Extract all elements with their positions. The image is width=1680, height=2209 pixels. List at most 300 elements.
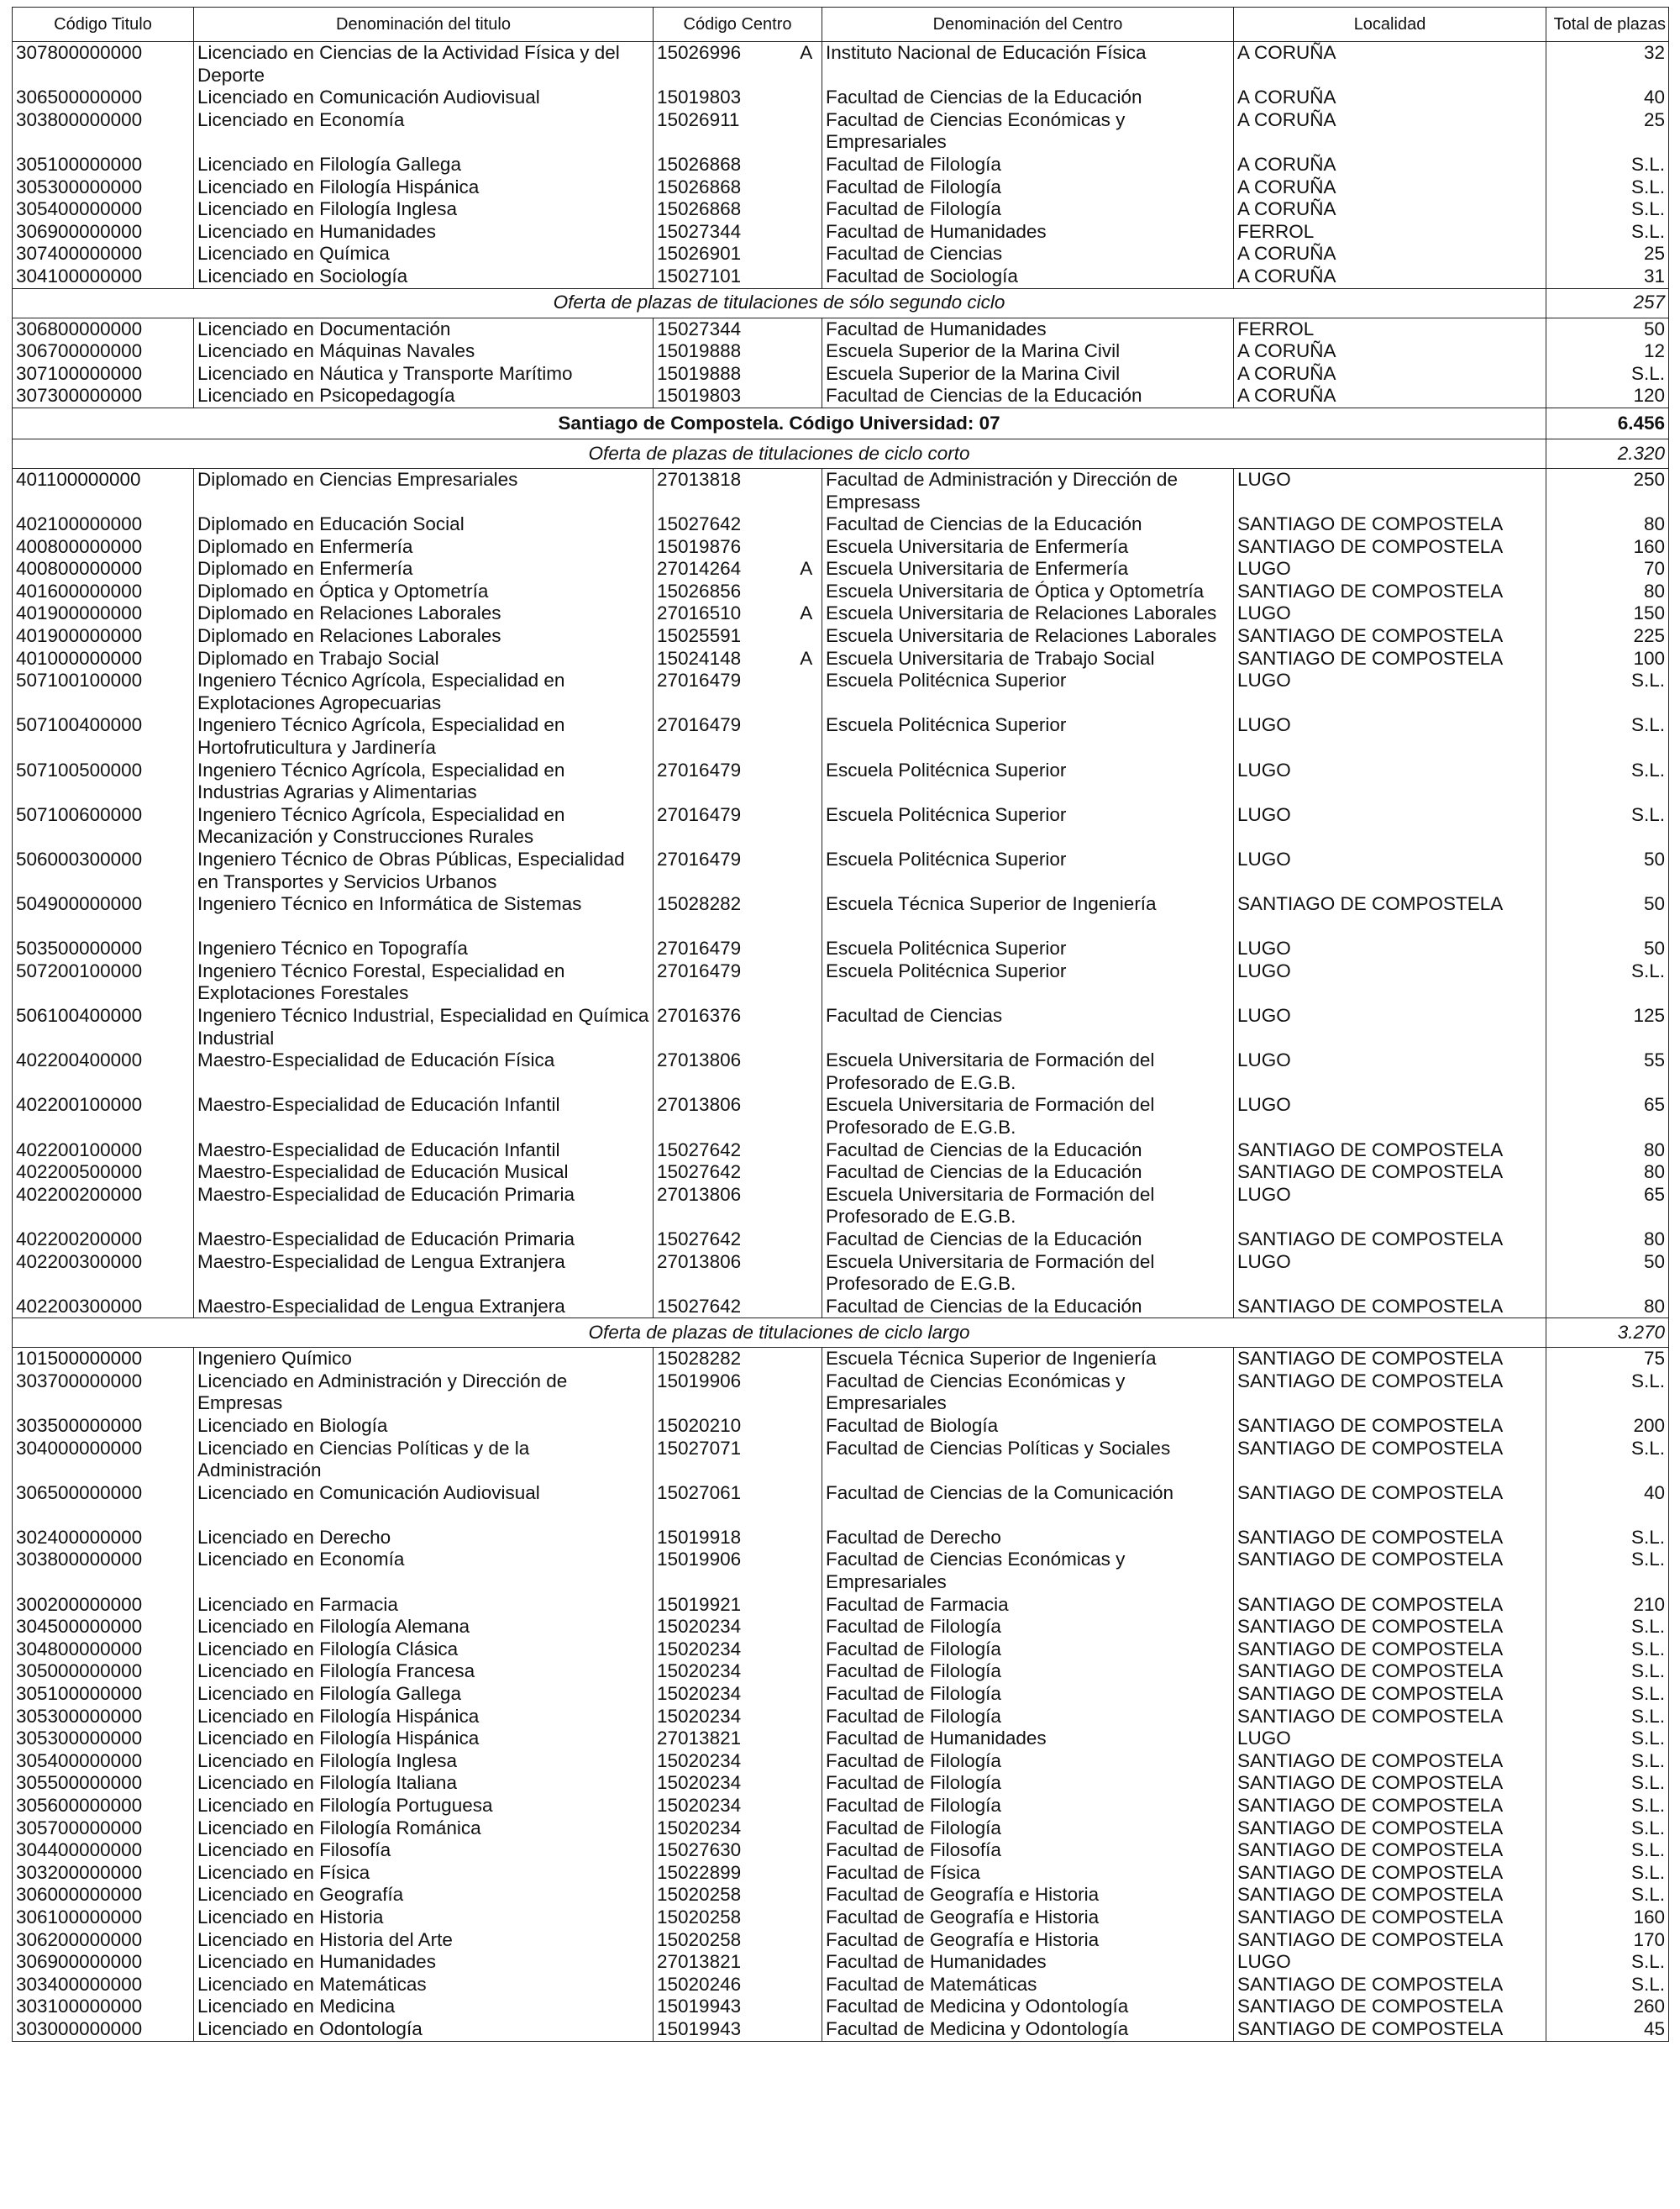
codigo-titulo-cell: 507100600000 bbox=[13, 804, 194, 849]
total-plazas-cell: 65 bbox=[1546, 1094, 1669, 1139]
denominacion-titulo-cell: Licenciado en Humanidades bbox=[194, 221, 654, 244]
codigo-titulo-cell: 305300000000 bbox=[13, 1728, 194, 1750]
codigo-titulo-cell: 401100000000 bbox=[13, 468, 194, 513]
table-row bbox=[13, 221, 1669, 244]
codigo-titulo-cell: 305600000000 bbox=[13, 1795, 194, 1817]
denominacion-titulo-cell: Licenciado en Humanidades bbox=[194, 1951, 654, 1974]
table-row bbox=[13, 318, 1669, 340]
total-plazas-cell: 250 bbox=[1546, 468, 1669, 513]
total-plazas-cell: S.L. bbox=[1546, 1728, 1669, 1750]
localidad-cell: SANTIAGO DE COMPOSTELA bbox=[1234, 1772, 1546, 1795]
centro-adscrito-flag bbox=[791, 1683, 822, 1706]
localidad-cell: SANTIAGO DE COMPOSTELA bbox=[1234, 625, 1546, 648]
localidad-cell: SANTIAGO DE COMPOSTELA bbox=[1234, 1839, 1546, 1862]
localidad-cell: LUGO bbox=[1234, 938, 1546, 960]
denominacion-titulo-cell: Licenciado en Filología Hispánica bbox=[194, 176, 654, 199]
codigo-titulo-cell: 101500000000 bbox=[13, 1348, 194, 1370]
codigo-titulo-cell: 303200000000 bbox=[13, 1862, 194, 1885]
codigo-centro-cell: 15020234 bbox=[654, 1638, 791, 1661]
codigo-titulo-cell: 401600000000 bbox=[13, 581, 194, 603]
codigo-centro-cell: 15027642 bbox=[654, 1228, 791, 1251]
denominacion-centro-cell: Escuela Politécnica Superior bbox=[822, 849, 1234, 893]
denominacion-titulo-cell: Licenciado en Filología Alemana bbox=[194, 1616, 654, 1638]
codigo-centro-cell: 15019906 bbox=[654, 1370, 791, 1415]
localidad-cell: A CORUÑA bbox=[1234, 176, 1546, 199]
denominacion-titulo-cell: Licenciado en Psicopedagogía bbox=[194, 385, 654, 408]
centro-adscrito-flag: A bbox=[791, 42, 822, 87]
denominacion-centro-cell: Facultad de Humanidades bbox=[822, 1951, 1234, 1974]
denominacion-centro-cell: Facultad de Filología bbox=[822, 1795, 1234, 1817]
denominacion-titulo-cell: Licenciado en Filosofía bbox=[194, 1839, 654, 1862]
table-row bbox=[13, 1839, 1669, 1862]
localidad-cell: LUGO bbox=[1234, 670, 1546, 714]
denominacion-titulo-cell: Ingeniero Técnico Forestal, Especialidad en Explotaciones Forestales bbox=[194, 960, 654, 1005]
codigo-centro-cell: 15027630 bbox=[654, 1839, 791, 1862]
centro-adscrito-flag bbox=[791, 1139, 822, 1162]
total-plazas-cell: S.L. bbox=[1546, 221, 1669, 244]
denominacion-titulo-cell: Licenciado en Filología Italiana bbox=[194, 1772, 654, 1795]
table-row bbox=[13, 1139, 1669, 1162]
denominacion-centro-cell: Facultad de Ciencias Económicas y Empresariales bbox=[822, 1549, 1234, 1593]
localidad-cell: SANTIAGO DE COMPOSTELA bbox=[1234, 513, 1546, 536]
denominacion-centro-cell: Facultad de Ciencias bbox=[822, 1005, 1234, 1049]
centro-adscrito-flag bbox=[791, 893, 822, 938]
table-row bbox=[13, 648, 1669, 671]
centro-adscrito-flag bbox=[791, 1929, 822, 1952]
table-row bbox=[13, 670, 1669, 714]
centro-adscrito-flag bbox=[791, 625, 822, 648]
total-plazas-cell: S.L. bbox=[1546, 1839, 1669, 1862]
total-plazas-cell: 100 bbox=[1546, 648, 1669, 671]
table-row bbox=[13, 1049, 1669, 1094]
centro-adscrito-flag bbox=[791, 1370, 822, 1415]
codigo-centro-cell: 15026856 bbox=[654, 581, 791, 603]
denominacion-centro-cell: Facultad de Filología bbox=[822, 1772, 1234, 1795]
total-plazas-cell: 80 bbox=[1546, 1296, 1669, 1318]
table-row bbox=[13, 468, 1669, 513]
denominacion-titulo-cell: Licenciado en Filología Gallega bbox=[194, 154, 654, 176]
centro-adscrito-flag bbox=[791, 581, 822, 603]
section-label: Oferta de plazas de titulaciones de sólo segundo ciclo bbox=[13, 288, 1546, 318]
codigo-centro-cell: 15019876 bbox=[654, 536, 791, 559]
centro-adscrito-flag bbox=[791, 1750, 822, 1773]
total-plazas-cell: 45 bbox=[1546, 2018, 1669, 2041]
total-plazas-cell: 70 bbox=[1546, 558, 1669, 581]
localidad-cell: SANTIAGO DE COMPOSTELA bbox=[1234, 1228, 1546, 1251]
denominacion-centro-cell: Facultad de Filología bbox=[822, 154, 1234, 176]
codigo-titulo-cell: 506100400000 bbox=[13, 1005, 194, 1049]
localidad-cell: SANTIAGO DE COMPOSTELA bbox=[1234, 1974, 1546, 1996]
codigo-centro-cell: 15022899 bbox=[654, 1862, 791, 1885]
table-row bbox=[13, 42, 1669, 87]
denominacion-titulo-cell: Licenciado en Historia del Arte bbox=[194, 1929, 654, 1952]
codigo-centro-cell: 27016510 bbox=[654, 602, 791, 625]
denominacion-centro-cell: Facultad de Ciencias de la Comunicación bbox=[822, 1482, 1234, 1527]
total-plazas-cell: S.L. bbox=[1546, 714, 1669, 759]
denominacion-titulo-cell: Licenciado en Máquinas Navales bbox=[194, 340, 654, 363]
table-body bbox=[13, 42, 1669, 2042]
codigo-centro-cell: 27013818 bbox=[654, 468, 791, 513]
denominacion-centro-cell: Facultad de Filología bbox=[822, 1638, 1234, 1661]
total-plazas-cell: 12 bbox=[1546, 340, 1669, 363]
university-header-row bbox=[13, 408, 1669, 439]
centro-adscrito-flag bbox=[791, 1549, 822, 1593]
localidad-cell: A CORUÑA bbox=[1234, 154, 1546, 176]
denominacion-titulo-cell: Licenciado en Comunicación Audiovisual bbox=[194, 1482, 654, 1527]
centro-adscrito-flag: A bbox=[791, 558, 822, 581]
codigo-titulo-cell: 402200100000 bbox=[13, 1139, 194, 1162]
table-row bbox=[13, 760, 1669, 804]
codigo-titulo-cell: 305000000000 bbox=[13, 1660, 194, 1683]
denominacion-titulo-cell: Licenciado en Ciencias de la Actividad Física y del Deporte bbox=[194, 42, 654, 87]
codigo-centro-cell: 15026901 bbox=[654, 243, 791, 266]
centro-adscrito-flag bbox=[791, 1616, 822, 1638]
codigo-centro-cell: 15027344 bbox=[654, 221, 791, 244]
codigo-centro-cell: 15026868 bbox=[654, 176, 791, 199]
denominacion-centro-cell: Facultad de Filología bbox=[822, 198, 1234, 221]
table-row bbox=[13, 1161, 1669, 1184]
centro-adscrito-flag bbox=[791, 536, 822, 559]
codigo-titulo-cell: 303400000000 bbox=[13, 1974, 194, 1996]
denominacion-centro-cell: Facultad de Ciencias de la Educación bbox=[822, 1296, 1234, 1318]
denominacion-centro-cell: Facultad de Medicina y Odontología bbox=[822, 2018, 1234, 2041]
localidad-cell: SANTIAGO DE COMPOSTELA bbox=[1234, 1139, 1546, 1162]
denominacion-titulo-cell: Licenciado en Filología Francesa bbox=[194, 1660, 654, 1683]
localidad-cell: SANTIAGO DE COMPOSTELA bbox=[1234, 1527, 1546, 1549]
centro-adscrito-flag bbox=[791, 804, 822, 849]
codigo-titulo-cell: 303800000000 bbox=[13, 109, 194, 154]
codigo-titulo-cell: 306000000000 bbox=[13, 1884, 194, 1907]
table-row bbox=[13, 1683, 1669, 1706]
denominacion-centro-cell: Escuela Politécnica Superior bbox=[822, 804, 1234, 849]
centro-adscrito-flag: A bbox=[791, 648, 822, 671]
centro-adscrito-flag: A bbox=[791, 602, 822, 625]
codigo-centro-cell: 15020246 bbox=[654, 1974, 791, 1996]
codigo-centro-cell: 15019888 bbox=[654, 340, 791, 363]
denominacion-centro-cell: Escuela Politécnica Superior bbox=[822, 714, 1234, 759]
denominacion-titulo-cell: Licenciado en Filología Románica bbox=[194, 1817, 654, 1840]
codigo-centro-cell: 15019943 bbox=[654, 2018, 791, 2041]
codigo-titulo-cell: 306900000000 bbox=[13, 1951, 194, 1974]
denominacion-centro-cell: Facultad de Física bbox=[822, 1862, 1234, 1885]
total-plazas-cell: S.L. bbox=[1546, 1862, 1669, 1885]
total-plazas-cell: 160 bbox=[1546, 536, 1669, 559]
total-plazas-cell: S.L. bbox=[1546, 1772, 1669, 1795]
denominacion-titulo-cell: Maestro-Especialidad de Educación Infantil bbox=[194, 1139, 654, 1162]
section-total: 3.270 bbox=[1546, 1318, 1669, 1348]
codigo-titulo-cell: 305300000000 bbox=[13, 176, 194, 199]
denominacion-centro-cell: Facultad de Filología bbox=[822, 176, 1234, 199]
codigo-titulo-cell: 402200300000 bbox=[13, 1296, 194, 1318]
table-row bbox=[13, 1482, 1669, 1527]
localidad-cell: SANTIAGO DE COMPOSTELA bbox=[1234, 1795, 1546, 1817]
centro-adscrito-flag bbox=[791, 87, 822, 109]
denominacion-centro-cell: Facultad de Ciencias Económicas y Empresariales bbox=[822, 1370, 1234, 1415]
localidad-cell: A CORUÑA bbox=[1234, 87, 1546, 109]
denominacion-centro-cell: Facultad de Geografía e Historia bbox=[822, 1907, 1234, 1929]
codigo-centro-cell: 15025591 bbox=[654, 625, 791, 648]
codigo-centro-cell: 15020258 bbox=[654, 1884, 791, 1907]
total-plazas-cell: 32 bbox=[1546, 42, 1669, 87]
total-plazas-cell: 260 bbox=[1546, 1996, 1669, 2018]
centro-adscrito-flag bbox=[791, 1996, 822, 2018]
section-total: 257 bbox=[1546, 288, 1669, 318]
table-row bbox=[13, 363, 1669, 386]
table-row bbox=[13, 266, 1669, 288]
table-row bbox=[13, 1996, 1669, 2018]
localidad-cell: A CORUÑA bbox=[1234, 340, 1546, 363]
denominacion-centro-cell: Facultad de Ciencias de la Educación bbox=[822, 513, 1234, 536]
denominacion-centro-cell: Escuela Superior de la Marina Civil bbox=[822, 340, 1234, 363]
centro-adscrito-flag bbox=[791, 1296, 822, 1318]
centro-adscrito-flag bbox=[791, 1415, 822, 1438]
centro-adscrito-flag bbox=[791, 714, 822, 759]
centro-adscrito-flag bbox=[791, 1251, 822, 1296]
table-row bbox=[13, 1750, 1669, 1773]
localidad-cell: SANTIAGO DE COMPOSTELA bbox=[1234, 1907, 1546, 1929]
centro-adscrito-flag bbox=[791, 1817, 822, 1840]
centro-adscrito-flag bbox=[791, 1660, 822, 1683]
table-row bbox=[13, 714, 1669, 759]
localidad-cell: SANTIAGO DE COMPOSTELA bbox=[1234, 1884, 1546, 1907]
total-plazas-cell: S.L. bbox=[1546, 198, 1669, 221]
codigo-titulo-cell: 507200100000 bbox=[13, 960, 194, 1005]
denominacion-titulo-cell: Ingeniero Técnico Agrícola, Especialidad en Hortofruticultura y Jardinería bbox=[194, 714, 654, 759]
localidad-cell: SANTIAGO DE COMPOSTELA bbox=[1234, 1415, 1546, 1438]
table-row bbox=[13, 1438, 1669, 1482]
centro-adscrito-flag bbox=[791, 109, 822, 154]
table-row bbox=[13, 1728, 1669, 1750]
denominacion-titulo-cell: Licenciado en Farmacia bbox=[194, 1594, 654, 1617]
codigo-centro-cell: 27016479 bbox=[654, 938, 791, 960]
total-plazas-cell: S.L. bbox=[1546, 1974, 1669, 1996]
total-plazas-cell: 225 bbox=[1546, 625, 1669, 648]
denominacion-centro-cell: Facultad de Filología bbox=[822, 1616, 1234, 1638]
denominacion-titulo-cell: Ingeniero Técnico de Obras Públicas, Especialidad en Transportes y Servicios Urbanos bbox=[194, 849, 654, 893]
denominacion-titulo-cell: Licenciado en Historia bbox=[194, 1907, 654, 1929]
denominacion-titulo-cell: Licenciado en Filología Portuguesa bbox=[194, 1795, 654, 1817]
codigo-titulo-cell: 305100000000 bbox=[13, 1683, 194, 1706]
codigo-titulo-cell: 402200200000 bbox=[13, 1184, 194, 1228]
centro-adscrito-flag bbox=[791, 1527, 822, 1549]
denominacion-titulo-cell: Licenciado en Filología Inglesa bbox=[194, 1750, 654, 1773]
total-plazas-cell: S.L. bbox=[1546, 1527, 1669, 1549]
centro-adscrito-flag bbox=[791, 1772, 822, 1795]
codigo-centro-cell: 27014264 bbox=[654, 558, 791, 581]
denominacion-centro-cell: Facultad de Humanidades bbox=[822, 1728, 1234, 1750]
codigo-centro-cell: 27016479 bbox=[654, 714, 791, 759]
centro-adscrito-flag bbox=[791, 1839, 822, 1862]
denominacion-centro-cell: Escuela Politécnica Superior bbox=[822, 938, 1234, 960]
codigo-centro-cell: 15027642 bbox=[654, 1296, 791, 1318]
codigo-titulo-cell: 307300000000 bbox=[13, 385, 194, 408]
codigo-centro-cell: 15019918 bbox=[654, 1527, 791, 1549]
denominacion-titulo-cell: Diplomado en Enfermería bbox=[194, 558, 654, 581]
denominacion-titulo-cell: Ingeniero Técnico en Informática de Sistemas bbox=[194, 893, 654, 938]
table-row bbox=[13, 893, 1669, 938]
table-row bbox=[13, 87, 1669, 109]
denominacion-centro-cell: Facultad de Geografía e Historia bbox=[822, 1929, 1234, 1952]
centro-adscrito-flag bbox=[791, 1728, 822, 1750]
codigo-titulo-cell: 306500000000 bbox=[13, 1482, 194, 1527]
denominacion-titulo-cell: Maestro-Especialidad de Lengua Extranjera bbox=[194, 1251, 654, 1296]
denominacion-centro-cell: Escuela Universitaria de Formación del Profesorado de E.G.B. bbox=[822, 1184, 1234, 1228]
denominacion-titulo-cell: Diplomado en Enfermería bbox=[194, 536, 654, 559]
denominacion-centro-cell: Escuela Universitaria de Relaciones Laborales bbox=[822, 602, 1234, 625]
codigo-centro-cell: 15020234 bbox=[654, 1795, 791, 1817]
total-plazas-cell: 25 bbox=[1546, 243, 1669, 266]
denominacion-centro-cell: Facultad de Ciencias Políticas y Sociales bbox=[822, 1438, 1234, 1482]
centro-adscrito-flag bbox=[791, 318, 822, 340]
plazas-table bbox=[12, 7, 1669, 2042]
centro-adscrito-flag bbox=[791, 468, 822, 513]
codigo-titulo-cell: 305400000000 bbox=[13, 198, 194, 221]
codigo-titulo-cell: 303500000000 bbox=[13, 1415, 194, 1438]
codigo-titulo-cell: 304100000000 bbox=[13, 266, 194, 288]
table-row bbox=[13, 1228, 1669, 1251]
denominacion-centro-cell: Escuela Universitaria de Enfermería bbox=[822, 536, 1234, 559]
localidad-cell: SANTIAGO DE COMPOSTELA bbox=[1234, 1683, 1546, 1706]
localidad-cell: SANTIAGO DE COMPOSTELA bbox=[1234, 536, 1546, 559]
table-row bbox=[13, 1817, 1669, 1840]
denominacion-titulo-cell: Licenciado en Odontología bbox=[194, 2018, 654, 2041]
codigo-titulo-cell: 303800000000 bbox=[13, 1549, 194, 1593]
total-plazas-cell: 200 bbox=[1546, 1415, 1669, 1438]
denominacion-centro-cell: Facultad de Biología bbox=[822, 1415, 1234, 1438]
codigo-centro-cell: 15020258 bbox=[654, 1929, 791, 1952]
centro-adscrito-flag bbox=[791, 266, 822, 288]
localidad-cell: SANTIAGO DE COMPOSTELA bbox=[1234, 1549, 1546, 1593]
total-plazas-cell: 50 bbox=[1546, 938, 1669, 960]
denominacion-titulo-cell: Licenciado en Filología Clásica bbox=[194, 1638, 654, 1661]
centro-adscrito-flag bbox=[791, 1884, 822, 1907]
centro-adscrito-flag bbox=[791, 1049, 822, 1094]
localidad-cell: A CORUÑA bbox=[1234, 42, 1546, 87]
codigo-titulo-cell: 507100500000 bbox=[13, 760, 194, 804]
localidad-cell: FERROL bbox=[1234, 318, 1546, 340]
localidad-cell: LUGO bbox=[1234, 760, 1546, 804]
denominacion-titulo-cell: Licenciado en Química bbox=[194, 243, 654, 266]
denominacion-centro-cell: Facultad de Ciencias de la Educación bbox=[822, 87, 1234, 109]
denominacion-centro-cell: Facultad de Filología bbox=[822, 1706, 1234, 1728]
centro-adscrito-flag bbox=[791, 1638, 822, 1661]
localidad-cell: SANTIAGO DE COMPOSTELA bbox=[1234, 1862, 1546, 1885]
codigo-centro-cell: 15020234 bbox=[654, 1817, 791, 1840]
localidad-cell: FERROL bbox=[1234, 221, 1546, 244]
denominacion-titulo-cell: Licenciado en Filología Hispánica bbox=[194, 1706, 654, 1728]
codigo-titulo-cell: 402100000000 bbox=[13, 513, 194, 536]
codigo-centro-cell: 15019906 bbox=[654, 1549, 791, 1593]
denominacion-centro-cell: Facultad de Filología bbox=[822, 1683, 1234, 1706]
codigo-centro-cell: 27016479 bbox=[654, 849, 791, 893]
codigo-centro-cell: 15019803 bbox=[654, 385, 791, 408]
centro-adscrito-flag bbox=[791, 243, 822, 266]
denominacion-titulo-cell: Maestro-Especialidad de Educación Primaria bbox=[194, 1228, 654, 1251]
localidad-cell: LUGO bbox=[1234, 1049, 1546, 1094]
codigo-centro-cell: 15020234 bbox=[654, 1660, 791, 1683]
localidad-cell: SANTIAGO DE COMPOSTELA bbox=[1234, 1817, 1546, 1840]
localidad-cell: LUGO bbox=[1234, 468, 1546, 513]
section-subtotal-row bbox=[13, 1318, 1669, 1348]
table-row bbox=[13, 1772, 1669, 1795]
denominacion-titulo-cell: Diplomado en Relaciones Laborales bbox=[194, 625, 654, 648]
localidad-cell: LUGO bbox=[1234, 1251, 1546, 1296]
codigo-titulo-cell: 402200400000 bbox=[13, 1049, 194, 1094]
denominacion-centro-cell: Facultad de Sociología bbox=[822, 266, 1234, 288]
denominacion-titulo-cell: Licenciado en Biología bbox=[194, 1415, 654, 1438]
centro-adscrito-flag bbox=[791, 670, 822, 714]
codigo-titulo-cell: 306200000000 bbox=[13, 1929, 194, 1952]
codigo-centro-cell: 15020234 bbox=[654, 1772, 791, 1795]
centro-adscrito-flag bbox=[791, 513, 822, 536]
denominacion-titulo-cell: Licenciado en Filología Inglesa bbox=[194, 198, 654, 221]
codigo-centro-cell: 27016376 bbox=[654, 1005, 791, 1049]
centro-adscrito-flag bbox=[791, 198, 822, 221]
table-row bbox=[13, 1638, 1669, 1661]
total-plazas-cell: 50 bbox=[1546, 893, 1669, 938]
codigo-titulo-cell: 300200000000 bbox=[13, 1594, 194, 1617]
codigo-titulo-cell: 307400000000 bbox=[13, 243, 194, 266]
total-plazas-cell: S.L. bbox=[1546, 1795, 1669, 1817]
total-plazas-cell: 80 bbox=[1546, 513, 1669, 536]
codigo-titulo-cell: 401900000000 bbox=[13, 625, 194, 648]
table-row bbox=[13, 1660, 1669, 1683]
localidad-cell: A CORUÑA bbox=[1234, 363, 1546, 386]
codigo-centro-cell: 27016479 bbox=[654, 960, 791, 1005]
table-row bbox=[13, 558, 1669, 581]
section-total: 2.320 bbox=[1546, 439, 1669, 468]
localidad-cell: SANTIAGO DE COMPOSTELA bbox=[1234, 2018, 1546, 2041]
total-plazas-cell: S.L. bbox=[1546, 1817, 1669, 1840]
table-row bbox=[13, 1296, 1669, 1318]
codigo-titulo-cell: 402200500000 bbox=[13, 1161, 194, 1184]
table-row bbox=[13, 1094, 1669, 1139]
codigo-titulo-cell: 303700000000 bbox=[13, 1370, 194, 1415]
section-label: Oferta de plazas de titulaciones de ciclo largo bbox=[13, 1318, 1546, 1348]
codigo-centro-cell: 15020258 bbox=[654, 1907, 791, 1929]
denominacion-titulo-cell: Licenciado en Filología Hispánica bbox=[194, 1728, 654, 1750]
total-plazas-cell: 65 bbox=[1546, 1184, 1669, 1228]
denominacion-titulo-cell: Ingeniero Químico bbox=[194, 1348, 654, 1370]
denominacion-centro-cell: Facultad de Derecho bbox=[822, 1527, 1234, 1549]
codigo-centro-cell: 15019803 bbox=[654, 87, 791, 109]
centro-adscrito-flag bbox=[791, 340, 822, 363]
table-row bbox=[13, 938, 1669, 960]
codigo-centro-cell: 27013806 bbox=[654, 1184, 791, 1228]
denominacion-centro-cell: Escuela Politécnica Superior bbox=[822, 960, 1234, 1005]
total-plazas-cell: 40 bbox=[1546, 87, 1669, 109]
codigo-titulo-cell: 507100400000 bbox=[13, 714, 194, 759]
localidad-cell: SANTIAGO DE COMPOSTELA bbox=[1234, 893, 1546, 938]
codigo-centro-cell: 15027642 bbox=[654, 513, 791, 536]
codigo-centro-cell: 15027642 bbox=[654, 1161, 791, 1184]
codigo-titulo-cell: 305100000000 bbox=[13, 154, 194, 176]
localidad-cell: LUGO bbox=[1234, 1094, 1546, 1139]
section-label: Oferta de plazas de titulaciones de ciclo corto bbox=[13, 439, 1546, 468]
codigo-titulo-cell: 402200100000 bbox=[13, 1094, 194, 1139]
denominacion-titulo-cell: Licenciado en Física bbox=[194, 1862, 654, 1885]
codigo-titulo-cell: 401000000000 bbox=[13, 648, 194, 671]
codigo-titulo-cell: 305700000000 bbox=[13, 1817, 194, 1840]
table-row bbox=[13, 154, 1669, 176]
header-total-plazas: Total de plazas bbox=[1546, 8, 1669, 42]
codigo-centro-cell: 27013821 bbox=[654, 1728, 791, 1750]
codigo-centro-cell: 15024148 bbox=[654, 648, 791, 671]
table-row bbox=[13, 804, 1669, 849]
total-plazas-cell: 50 bbox=[1546, 849, 1669, 893]
total-plazas-cell: S.L. bbox=[1546, 1638, 1669, 1661]
total-plazas-cell: 80 bbox=[1546, 1139, 1669, 1162]
